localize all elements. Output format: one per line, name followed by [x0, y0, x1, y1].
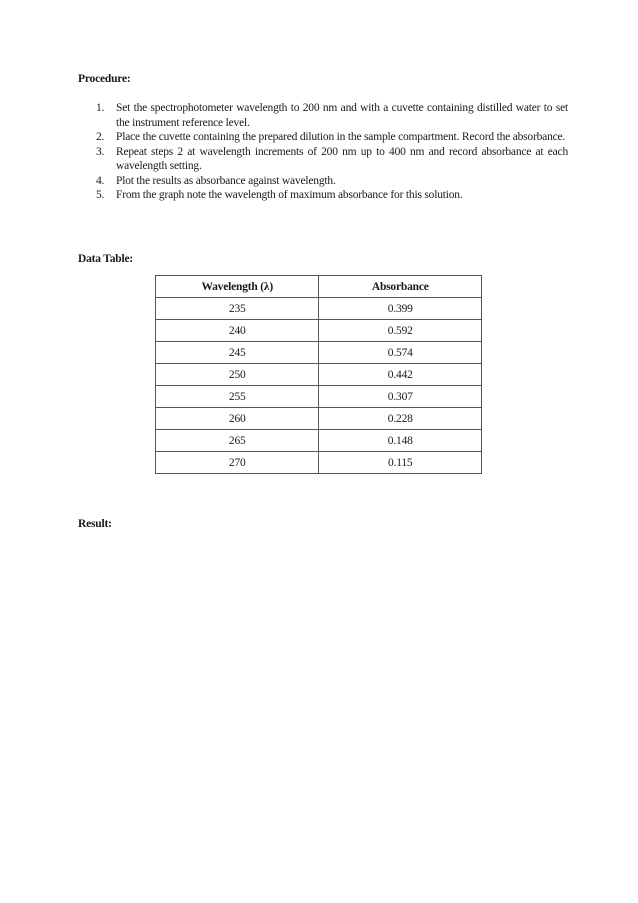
wavelength-cell: 260 [156, 408, 319, 430]
procedure-heading: Procedure: [78, 73, 131, 85]
absorbance-cell: 0.115 [319, 452, 482, 474]
procedure-step [78, 174, 568, 189]
step-text: Repeat steps 2 at wavelength increments of 200 nm up to 400 nm and record absorbance at each wavelength setting. [116, 145, 568, 172]
table-row [156, 386, 482, 408]
step-text: From the graph note the wavelength of maximum absorbance for this solution. [116, 189, 463, 201]
step-text: Set the spectrophotometer wavelength to 200 nm and with a cuvette containing distilled water to set the instrument reference level. [116, 102, 568, 129]
absorbance-cell: 0.307 [319, 386, 482, 408]
table-row [156, 364, 482, 386]
step-number: 5. [96, 189, 105, 201]
table-row [156, 452, 482, 474]
wavelength-cell: 270 [156, 452, 319, 474]
absorbance-cell: 0.148 [319, 430, 482, 452]
procedure-step [78, 130, 568, 145]
step-number: 1. [96, 102, 105, 114]
table-row [156, 408, 482, 430]
data-table-heading: Data Table: [78, 253, 133, 265]
step-text: Plot the results as absorbance against wavelength. [116, 174, 336, 187]
table-row [156, 430, 482, 452]
wavelength-cell: 235 [156, 298, 319, 320]
absorbance-cell: 0.228 [319, 408, 482, 430]
procedure-step [78, 145, 568, 174]
absorbance-cell: 0.399 [319, 298, 482, 320]
table-row [156, 342, 482, 364]
procedure-step [78, 188, 568, 203]
table-row [156, 298, 482, 320]
step-number: 2. [96, 131, 105, 143]
table-row [156, 320, 482, 342]
wavelength-cell: 245 [156, 342, 319, 364]
procedure-step [78, 101, 568, 130]
data-table [155, 275, 482, 474]
column-header-absorbance: Absorbance [319, 276, 482, 298]
result-heading: Result: [78, 518, 112, 530]
wavelength-cell: 265 [156, 430, 319, 452]
table-header-row [156, 276, 482, 298]
step-text: Place the cuvette containing the prepared dilution in the sample compartment. Record the absorbance. [116, 131, 566, 143]
wavelength-cell: 240 [156, 320, 319, 342]
step-number: 4. [96, 174, 105, 187]
column-header-wavelength: Wavelength (λ) [156, 276, 319, 298]
wavelength-cell: 250 [156, 364, 319, 386]
absorbance-cell: 0.574 [319, 342, 482, 364]
step-number: 3. [96, 145, 105, 158]
absorbance-cell: 0.592 [319, 320, 482, 342]
procedure-steps-list [78, 101, 568, 203]
wavelength-cell: 255 [156, 386, 319, 408]
absorbance-cell: 0.442 [319, 364, 482, 386]
